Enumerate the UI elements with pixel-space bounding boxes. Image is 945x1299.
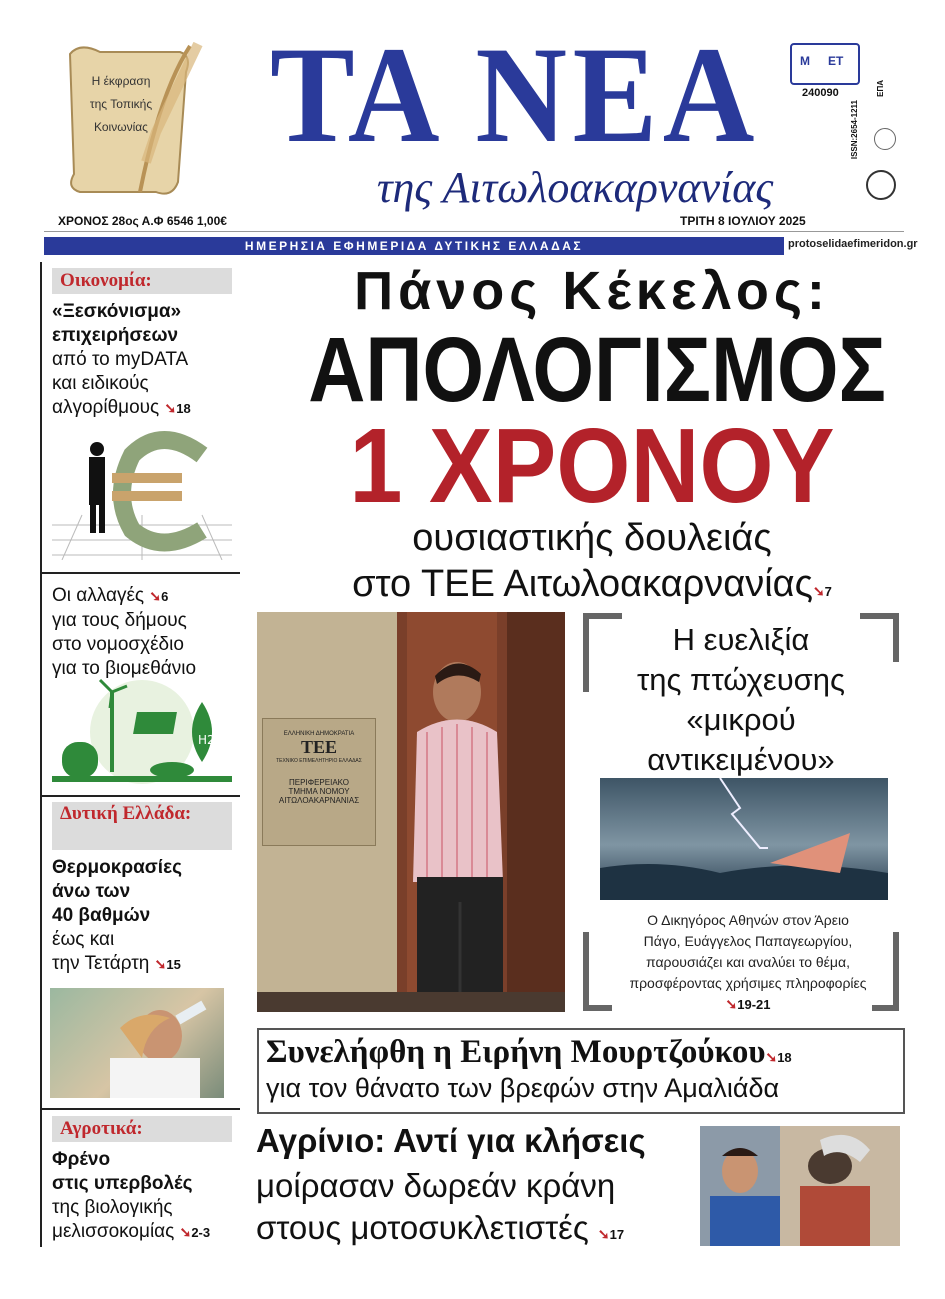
sidebar-rule xyxy=(40,1108,240,1110)
arrow-icon: ➘ xyxy=(725,996,738,1012)
page-ref: 15 xyxy=(166,957,181,972)
arrest-subtitle: για τον θάνατο των βρεφών στην Αμαλιάδα xyxy=(266,1073,780,1103)
caption-line: Ο Δικηγόρος Αθηνών στον Άρειο xyxy=(647,912,849,928)
plaque-line: ΕΛΛΗΝΙΚΗ ΔΗΜΟΚΡΑΤΙΑ xyxy=(283,731,355,737)
met-badge-right: ΕΤ xyxy=(828,54,844,68)
page-ref: 18 xyxy=(777,1050,792,1065)
story-line-bold: Θερμοκρασίες xyxy=(52,857,182,878)
arrow-icon: ➘ xyxy=(179,1224,192,1240)
biomethane-illustration xyxy=(52,672,232,786)
story-line: Οι αλλαγές xyxy=(52,585,145,606)
headline-main[interactable]: ΑΠΟΛΟΓΙΣΜΟΣ xyxy=(308,319,887,421)
agrinio-headline[interactable]: Αγρίνιο: Αντί για κλήσεις xyxy=(256,1122,646,1159)
page-ref: 17 xyxy=(609,1227,625,1242)
arrow-icon: ➘ xyxy=(597,1226,610,1242)
arrow-icon: ➘ xyxy=(765,1051,778,1066)
sidebar-rule xyxy=(40,795,240,797)
agrinio-subtitle-2 xyxy=(256,1206,624,1256)
page-ref: 7 xyxy=(824,584,832,599)
category-label: Αγροτικά: xyxy=(52,1116,232,1142)
category-label: Δυτική Ελλάδα: xyxy=(52,802,232,850)
story-line: από το myDATA xyxy=(52,349,189,370)
storm-paper-boat-photo xyxy=(600,778,888,900)
plaque-line: ΠΕΡΙΦΕΡΕΙΑΚΟ xyxy=(289,778,349,787)
headline-sub-2 xyxy=(262,562,922,614)
category-label: Οικονομία: xyxy=(52,268,232,294)
story-line-bold: άνω των xyxy=(52,881,131,902)
caption-line: παρουσιάζει και αναλύει το θέμα, xyxy=(646,954,850,970)
arrow-icon: ➘ xyxy=(812,583,825,599)
plaque-line: ΤΕΧΝΙΚΟ ΕΠΙΜΕΛΗΤΗΡΙΟ ΕΛΛΑΔΑΣ xyxy=(276,758,362,764)
caption-frame xyxy=(582,932,900,1012)
plaque-line: ΤΕΕ xyxy=(300,737,338,757)
bankruptcy-title-line: Η ευελιξία xyxy=(672,622,810,657)
arrow-icon: ➘ xyxy=(149,588,162,604)
page-ref: 18 xyxy=(176,401,191,416)
arrest-title-text: Συνελήφθη η Ειρήνη Μουρτζούκου xyxy=(266,1034,766,1070)
page-ref: 6 xyxy=(161,589,169,604)
issue-date: ΤΡΙΤΗ 8 ΙΟΥΛΙΟΥ 2025 xyxy=(680,214,806,228)
slogan-line: της Τοπικής xyxy=(89,97,153,111)
sidebar-divider xyxy=(40,262,42,1247)
met-badge xyxy=(790,43,860,85)
story-line-bold: επιχειρήσεων xyxy=(52,325,179,346)
headline-red[interactable]: 1 ΧΡΟΝΟΥ xyxy=(349,407,835,525)
euro-businessman-image xyxy=(52,425,232,560)
story-line-bold: στις υπερβολές xyxy=(52,1173,193,1194)
story-line: της βιολογικής xyxy=(52,1197,173,1218)
svg-text:H2: H2 xyxy=(198,733,215,747)
slogan-line: Η έκφραση xyxy=(91,74,151,88)
arrow-icon: ➘ xyxy=(164,400,177,416)
newspaper-title: ΤΑ ΝΕΑ xyxy=(270,18,760,171)
sidebar-story-municipalities[interactable] xyxy=(52,584,232,681)
story-line: και ειδικούς xyxy=(52,373,149,394)
masthead-rule xyxy=(44,231,904,232)
story-line-bold: «Ξεσκόνισμα» xyxy=(52,301,182,322)
tee-plaque xyxy=(262,718,376,846)
sidebar-story-economy[interactable] xyxy=(52,300,232,421)
tagline-bar: ΗΜΕΡΗΣΙΑ ΕΦΗΜΕΡΙΔΑ ΔΥΤΙΚΗΣ ΕΛΛΑΔΑΣ xyxy=(44,237,784,255)
met-code: 240090 xyxy=(802,87,839,99)
plaque-line: ΑΙΤΩΛΟΑΚΑΡΝΑΝΙΑΣ xyxy=(278,796,360,805)
slogan xyxy=(66,70,176,139)
issn: ISSN:2654-1211 xyxy=(850,100,859,160)
story-line: για το βιομεθάνιο xyxy=(52,658,197,679)
bankruptcy-headline[interactable] xyxy=(582,620,900,780)
page-ref: 19-21 xyxy=(737,997,771,1012)
headline-kicker: Πάνος Κέκελος: xyxy=(354,261,830,321)
sidebar-rule xyxy=(40,572,240,574)
story-line: για τους δήμους xyxy=(52,610,187,631)
story-line: έως και xyxy=(52,929,115,950)
bankruptcy-title-line: «μικρού xyxy=(686,702,796,737)
site-credit: protoselidaefimeridon.gr xyxy=(788,238,918,250)
agrinio-subtitle: μοίρασαν δωρεάν κράνη xyxy=(256,1167,616,1204)
story-line: μελισσοκομίας xyxy=(52,1221,175,1242)
certification-icon xyxy=(874,128,896,150)
story-line: την Τετάρτη xyxy=(52,953,150,974)
eie-seal-icon xyxy=(866,170,896,200)
heatwave-photo xyxy=(50,988,224,1098)
story-line-bold: Φρένο xyxy=(52,1149,111,1170)
slogan-line: Κοινωνίας xyxy=(94,120,148,134)
caption-line: Πάγο, Ευάγγελος Παπαγεωργίου, xyxy=(643,933,853,949)
bankruptcy-title-line: της πτώχευσης xyxy=(637,662,845,697)
agrinio-subtitle-text: στους μοτοσυκλετιστές xyxy=(256,1209,589,1246)
sidebar-story-beekeeping[interactable] xyxy=(52,1148,232,1245)
newspaper-subtitle: της Αιτωλοακαρνανίας xyxy=(376,163,774,212)
story-line: αλγορίθμους xyxy=(52,397,160,418)
plaque-line: ΤΜΗΜΑ ΝΟΜΟΥ xyxy=(288,787,350,796)
headline-sub-text: στο ΤΕΕ Αιτωλοακαρνανίας xyxy=(352,563,813,605)
issue-info: ΧΡΟΝΟΣ 28ος Α.Φ 6546 1,00€ xyxy=(58,214,227,228)
helmet-handout-photo xyxy=(700,1126,900,1246)
story-line: στο νομοσχέδιο xyxy=(52,634,184,655)
arrow-icon: ➘ xyxy=(154,956,167,972)
page-ref: 2-3 xyxy=(191,1225,211,1240)
headline-sub: ουσιαστικής δουλειάς xyxy=(412,517,772,559)
caption-line: προσφέροντας χρήσιμες πληροφορίες xyxy=(629,975,867,991)
sidebar-story-heatwave[interactable] xyxy=(52,856,232,977)
met-badge-left: Μ xyxy=(800,54,810,68)
epa-label: ΕΠΑ xyxy=(876,80,885,97)
story-line-bold: 40 βαθμών xyxy=(52,905,151,926)
bankruptcy-title-line: αντικειμένου» xyxy=(647,742,835,777)
